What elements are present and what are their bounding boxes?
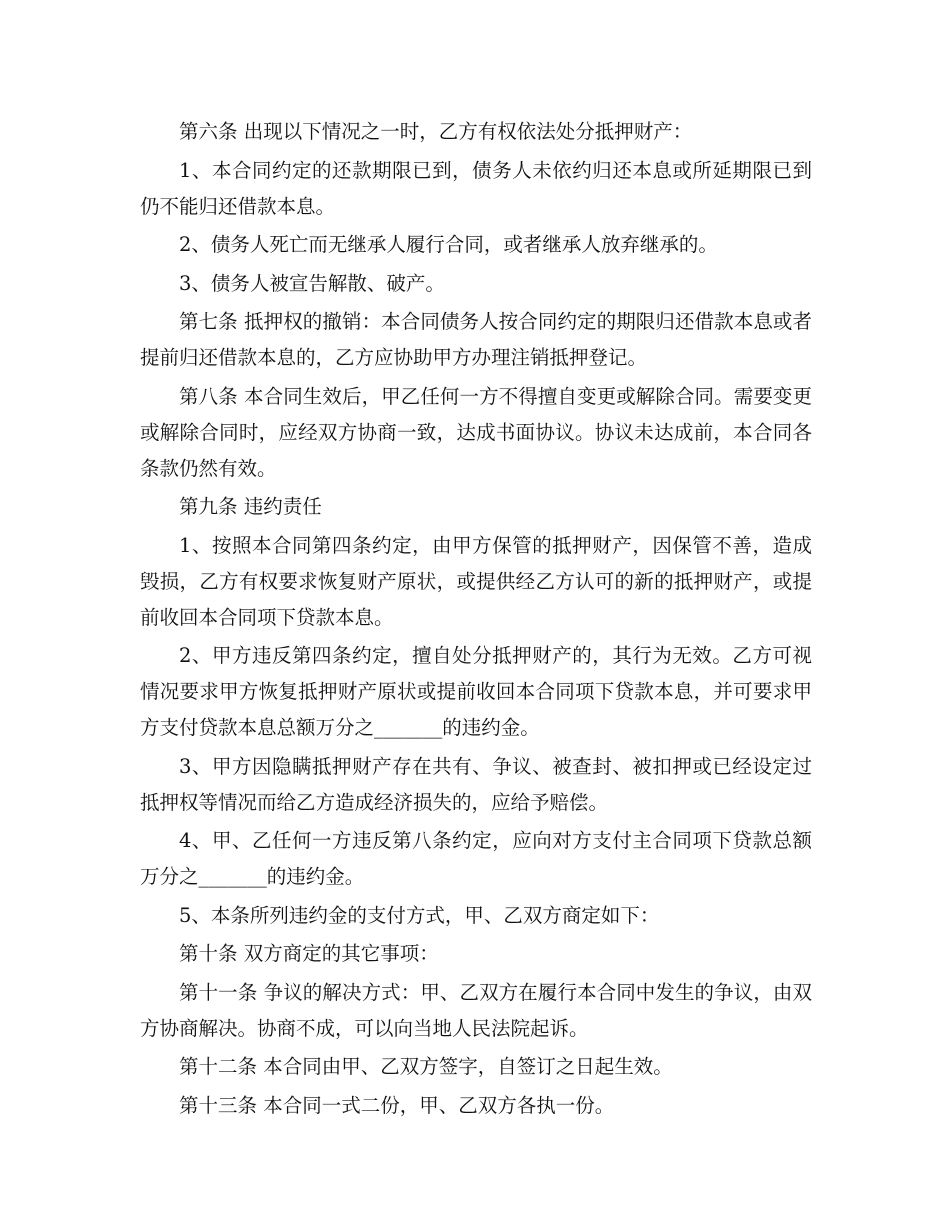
clause-11: 第十一条 争议的解决方式：甲、乙双方在履行本合同中发生的争议，由双方协商解决。协商不成，可以向当地人民法院起诉。 <box>140 980 812 1040</box>
clause-9-item-1: 1、按照本合同第四条约定，由甲方保管的抵押财产，因保管不善，造成毁损，乙方有权要求恢复财产原状，或提供经乙方认可的新的抵押财产，或提前收回本合同项下贷款本息。 <box>140 533 812 629</box>
clause-9-item-4: 4、甲、乙任何一方违反第八条约定，应向对方支付主合同项下贷款总额万分之_______的违约金。 <box>140 829 812 888</box>
clause-7: 第七条 抵押权的撤销：本合同债务人按合同约定的期限归还借款本息或者提前归还借款本息的，乙方应协助甲方办理注销抵押登记。 <box>140 310 812 369</box>
clause-10: 第十条 双方商定的其它事项： <box>179 942 439 965</box>
clause-6-item-2: 2、债务人死亡而无继承人履行合同，或者继承人放弃继承的。 <box>179 233 718 256</box>
clause-9-item-2: 2、甲方违反第四条约定，擅自处分抵押财产的，其行为无效。乙方可视情况要求甲方恢复抵押财产原状或提前收回本合同项下贷款本息，并可要求甲方支付贷款本息总额万分之_______的违约金。 <box>140 644 812 739</box>
clause-12: 第十二条 本合同由甲、乙双方签字，自签订之日起生效。 <box>179 1055 673 1078</box>
clause-6-item-1: 1、本合同约定的还款期限已到，债务人未依约归还本息或所延期限已到仍不能归还借款本息。 <box>140 158 812 218</box>
clause-6-heading: 第六条 出现以下情况之一时，乙方有权依法处分抵押财产： <box>179 120 693 143</box>
document-body <box>140 114 812 1126</box>
clause-6-item-3: 3、债务人被宣告解散、破产。 <box>179 271 445 295</box>
clause-8: 第八条 本合同生效后，甲乙任何一方不得擅自变更或解除合同。需要变更或解除合同时，应经双方协商一致，达成书面协议。协议未达成前，本合同各条款仍然有效。 <box>140 384 812 480</box>
clause-9-heading: 第九条 违约责任 <box>179 495 322 518</box>
clause-9-item-3: 3、甲方因隐瞒抵押财产存在共有、争议、被查封、被扣押或已经设定过抵押权等情况而给乙方造成经济损失的，应给予赔偿。 <box>140 754 812 814</box>
clause-9-item-5: 5、本条所列违约金的支付方式，甲、乙双方商定如下： <box>179 903 660 927</box>
clause-13: 第十三条 本合同一式二份，甲、乙双方各执一份。 <box>179 1093 615 1117</box>
